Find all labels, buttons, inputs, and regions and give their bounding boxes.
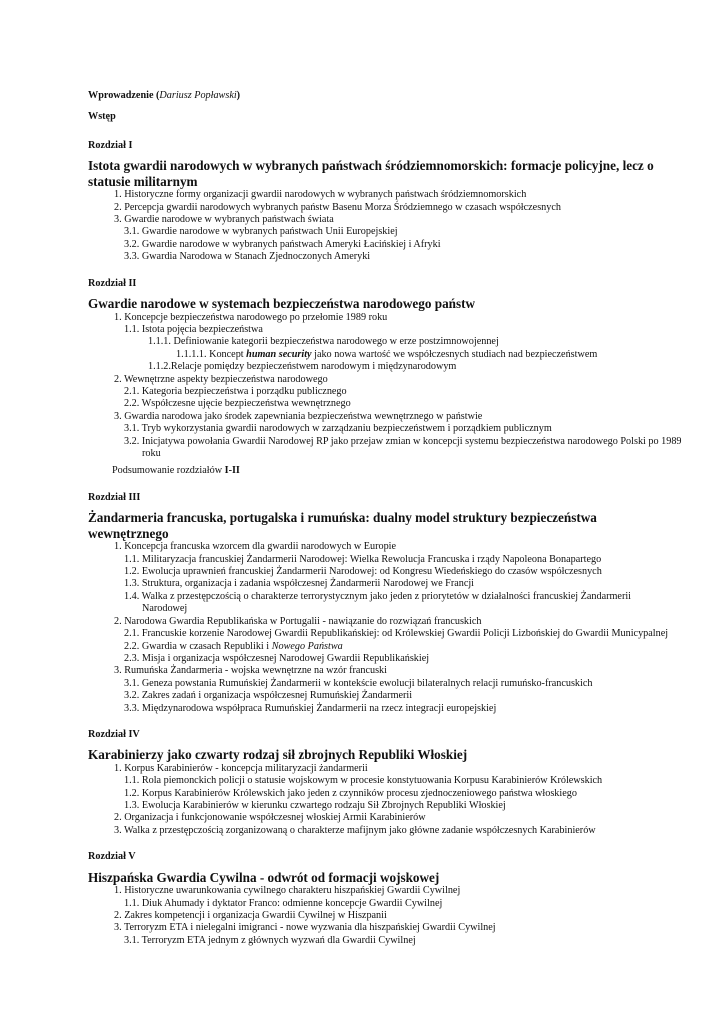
toc-entry: 2. Zakres kompetencji i organizacja Gwardii Cywilnej w Hiszpanii bbox=[114, 910, 387, 921]
wstep-heading: Wstęp bbox=[88, 111, 116, 123]
toc-entry: 3.3. Międzynarodowa współpraca Rumuńskiej Żandarmerii na rzecz integracji europejskiej bbox=[124, 702, 497, 714]
toc-entry: 3.3. Gwardia Narodowa w Stanach Zjednoczonych Ameryki bbox=[124, 251, 371, 263]
toc-entry: 3. Gwardia narodowa jako środek zapewniania bezpieczeństwa wewnętrznego w państwie bbox=[114, 410, 483, 422]
toc-entry: 1.1.2.Relacje pomiędzy bezpieczeństwem narodowym i międzynarodowym bbox=[148, 361, 457, 373]
chapter-2-title: Gwardie narodowe w systemach bezpieczeństwa narodowego państw bbox=[88, 296, 476, 312]
toc-entry: 1. Historyczne formy organizacji gwardii narodowych w wybranych państwach śródziemnomorskich bbox=[114, 189, 527, 201]
chapter-1-label: Rozdział I bbox=[88, 139, 133, 151]
toc-entry: 1. Korpus Karabinierów - koncepcja militaryzacji żandarmerii bbox=[114, 762, 368, 774]
toc-entry: 2.2. Gwardia w czasach Republiki i Nowego Państwa bbox=[124, 640, 343, 652]
toc-entry: 2.1. Francuskie korzenie Narodowej Gwardii Republikańskiej: od Królewskiej Gwardii Policji Lizbońskiej do Gwardii Municypalnej bbox=[124, 628, 669, 640]
toc-entry: 1.3. Struktura, organizacja i zadania współczesnej Żandarmerii Narodowej we Francji bbox=[124, 578, 475, 590]
toc-entry: 3. Terroryzm ETA i nielegalni imigranci - nowe wyzwania dla hiszpańskiej Gwardii Cywilnej bbox=[114, 922, 496, 934]
chapter-4-label: Rozdział IV bbox=[88, 728, 140, 740]
toc-entry: 3.1. Geneza powstania Rumuńskiej Żandarmerii w kontekście ewolucji bilateralnych relacji rumuńsko-francuskich bbox=[124, 677, 593, 689]
toc-entry: 1.1.1. Definiowanie kategorii bezpieczeństwa narodowego w erze postzimnowojennej bbox=[148, 336, 499, 348]
toc-entry: 2. Narodowa Gwardia Republikańska w Portugalii - nawiązanie do rozwiązań francuskich bbox=[114, 615, 482, 627]
chapter-5-label: Rozdział V bbox=[88, 851, 136, 863]
toc-entry: 1.1. Militaryzacja francuskiej Żandarmerii Narodowej: Wielka Rewolucja Francuska i rządy Napoleona Bonapartego bbox=[124, 553, 602, 565]
toc-entry: 1.3. Ewolucja Karabinierów w kierunku czwartego rodzaju Sił Zbrojnych Republiki Włoskiej bbox=[124, 800, 506, 812]
toc-entry: 1.1. Istota pojęcia bezpieczeństwa bbox=[124, 323, 263, 335]
toc-entry: 3.2. Gwardie narodowe w wybranych państwach Ameryki Łacińskiej i Afryki bbox=[124, 238, 441, 250]
chapter-1-title: Istota gwardii narodowych w wybranych państwach śródziemnomorskich: formacje policyjne, lecz o statusie militarnym bbox=[88, 158, 654, 189]
toc-entry: 1.1. Diuk Ahumady i dyktator Franco: odmienne koncepcje Gwardii Cywilnej bbox=[124, 897, 443, 909]
toc-entry: 1. Koncepcja francuska wzorcem dla gwardii narodowych w Europie bbox=[114, 541, 397, 553]
toc-entry: 3. Rumuńska Żandarmeria - wojska wewnętrzne na wzór francuski bbox=[114, 665, 387, 677]
toc-entry: 2. Percepcja gwardii narodowych wybranych państw Basenu Morza Śródziemnego w czasach współczesnych bbox=[114, 201, 561, 213]
toc-entry: 3. Walka z przestępczością zorganizowaną o charakterze mafijnym jako główne zadanie współczesnych Karabinierów bbox=[114, 824, 596, 836]
chapter-3-title: Żandarmeria francuska, portugalska i rumuńska: dualny model struktury bezpieczeństwa wewnętrznego bbox=[88, 510, 597, 541]
toc-entry: 1.2. Ewolucja uprawnień francuskiej Żandarmerii Narodowej: od Kongresu Wiedeńskiego do czasów współczesnych bbox=[124, 566, 602, 578]
chapter-2-label: Rozdział II bbox=[88, 277, 137, 289]
toc-entry: 1.1. Rola piemonckich policji o statusie wojskowym w procesie konstytuowania Korpusu Karabinierów Królewskich bbox=[124, 775, 603, 787]
toc-entry: 3. Gwardie narodowe w wybranych państwach świata bbox=[114, 214, 334, 226]
human-security-term: human security bbox=[246, 348, 312, 360]
chapter-4-title: Karabinierzy jako czwarty rodzaj sił zbrojnych Republiki Włoskiej bbox=[88, 747, 468, 763]
toc-entry: 1.1.1.1. Koncept human security jako nowa wartość we współczesnych studiach nad bezpieczeństwem bbox=[176, 348, 598, 360]
summary-entry: Podsumowanie rozdziałów I-II bbox=[112, 465, 240, 477]
chapter-5-title: Hiszpańska Gwardia Cywilna - odwrót od formacji wojskowej bbox=[88, 869, 440, 885]
toc-entry: 3.1. Tryb wykorzystania gwardii narodowych w zarządzaniu bezpieczeństwem i porządkiem publicznym bbox=[124, 423, 552, 435]
toc-entry: 2.3. Misja i organizacja współczesnej Narodowej Gwardii Republikańskiej bbox=[124, 652, 430, 664]
intro-author: Dariusz Popławski bbox=[159, 90, 237, 101]
toc-entry: 2.1. Kategoria bezpieczeństwa i porządku publicznego bbox=[124, 386, 347, 397]
intro-heading: Wprowadzenie (Dariusz Popławski) bbox=[88, 90, 241, 101]
toc-entry: 2. Organizacja i funkcjonowanie współczesnej włoskiej Armii Karabinierów bbox=[114, 812, 426, 824]
toc-entry: 1. Koncepcje bezpieczeństwa narodowego po przełomie 1989 roku bbox=[114, 311, 388, 323]
chapter-3-label: Rozdział III bbox=[88, 491, 141, 503]
table-of-contents bbox=[88, 90, 682, 947]
toc-entry: 3.1. Terroryzm ETA jednym z głównych wyzwań dla Gwardii Cywilnej bbox=[124, 934, 416, 946]
toc-entry: 2.2. Współczesne ujęcie bezpieczeństwa wewnętrznego bbox=[124, 398, 351, 410]
toc-entry: 3.2. Inicjatywa powołania Gwardii Narodowej RP jako przejaw zmian w koncepcji systemu bezpieczeństwa narodowego Polski po 1989 roku bbox=[124, 435, 682, 460]
toc-entry: 3.1. Gwardie narodowe w wybranych państwach Unii Europejskiej bbox=[124, 226, 398, 238]
toc-entry: 3.2. Zakres zadań i organizacja współczesnej Rumuńskiej Żandarmerii bbox=[124, 690, 413, 702]
toc-entry: 1.4. Walka z przestępczością o charakterze terrorystycznym jako jeden z priorytetów w działalności francuskiej Żandarmerii Narodowej bbox=[124, 590, 632, 615]
toc-entry: 1.2. Korpus Karabinierów Królewskich jako jeden z czynników procesu zjednoczeniowego państwa włoskiego bbox=[124, 787, 577, 799]
toc-entry: 2. Wewnętrzne aspekty bezpieczeństwa narodowego bbox=[114, 373, 328, 385]
toc-entry: 1. Historyczne uwarunkowania cywilnego charakteru hiszpańskiej Gwardii Cywilnej bbox=[114, 885, 461, 897]
